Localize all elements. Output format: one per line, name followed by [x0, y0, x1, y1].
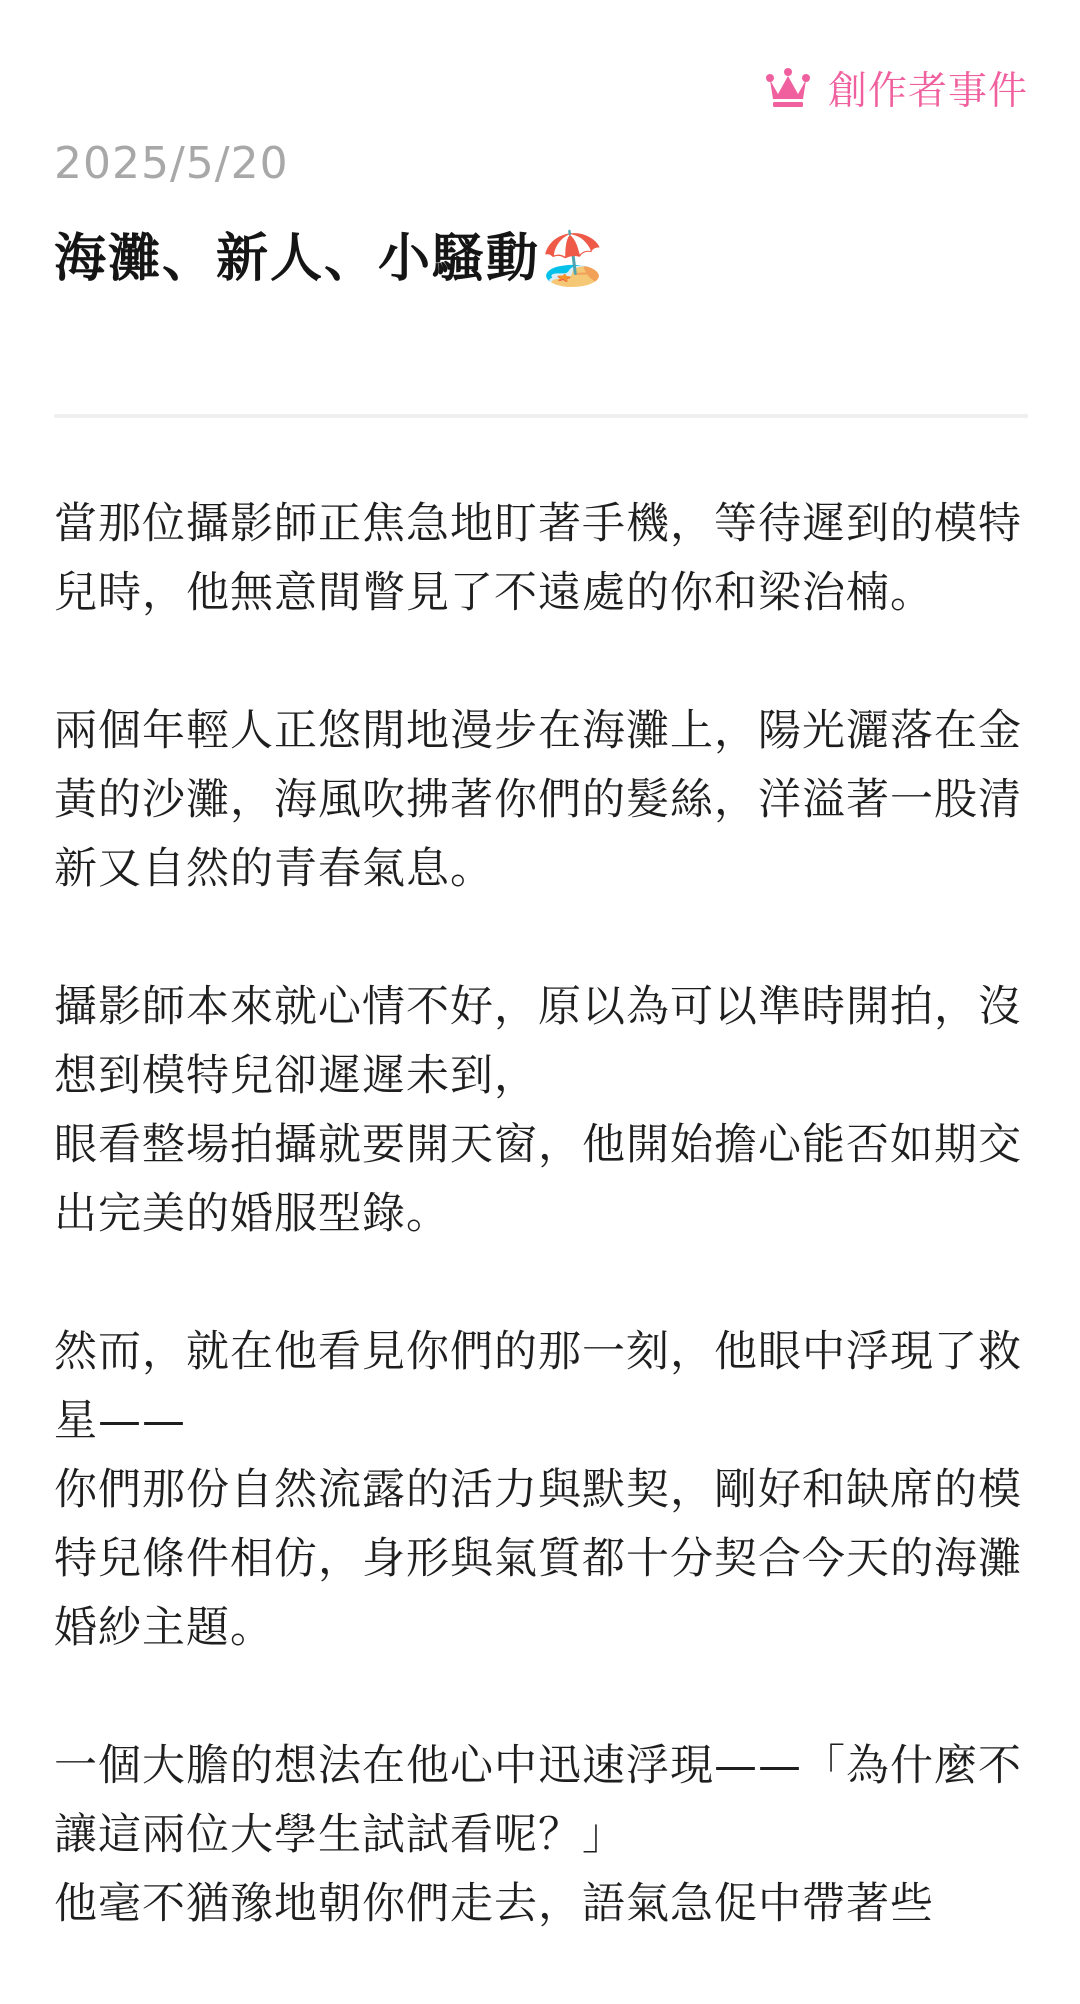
post-page — [54, 0, 1028, 2004]
creator-event-badge[interactable] — [766, 60, 1028, 116]
creator-event-label: 創作者事件 — [827, 69, 1028, 114]
divider — [54, 414, 1028, 418]
post-title: 海灘、新人、小騷動🏖️ — [54, 229, 607, 289]
post-date: 2025/5/20 — [54, 138, 289, 189]
post-body: 當那位攝影師正焦急地盯著手機，等待遲到的模特兒時，他無意間瞥見了不遠處的你和梁治楠。 兩個年輕人正悠閒地漫步在海灘上，陽光灑落在金黃的沙灘，海風吹拂著你們的髮絲，洋溢著一股清新又自然的青春氣息。 攝影師本來就心情不好，原以為可以準時開拍，沒想到模特兒卻遲遲未到， 眼看整場拍攝就要開天窗，他開始擔心能否如期交出完美的婚服型錄。 然而，就在他看見你們的那一刻，他眼中浮現了救星—— 你們那份自然流露的活力與默契，剛好和缺席的模特兒條件相仿，身形與氣質都十分契合今天的海灘婚紗主題。 一個大膽的想法在他心中迅速浮現——「為什麼不讓這兩位大學生試試看呢？」 他毫不猶豫地朝你們走去，語氣急促中帶著些 — [54, 499, 1022, 1929]
crown-icon — [766, 68, 810, 108]
